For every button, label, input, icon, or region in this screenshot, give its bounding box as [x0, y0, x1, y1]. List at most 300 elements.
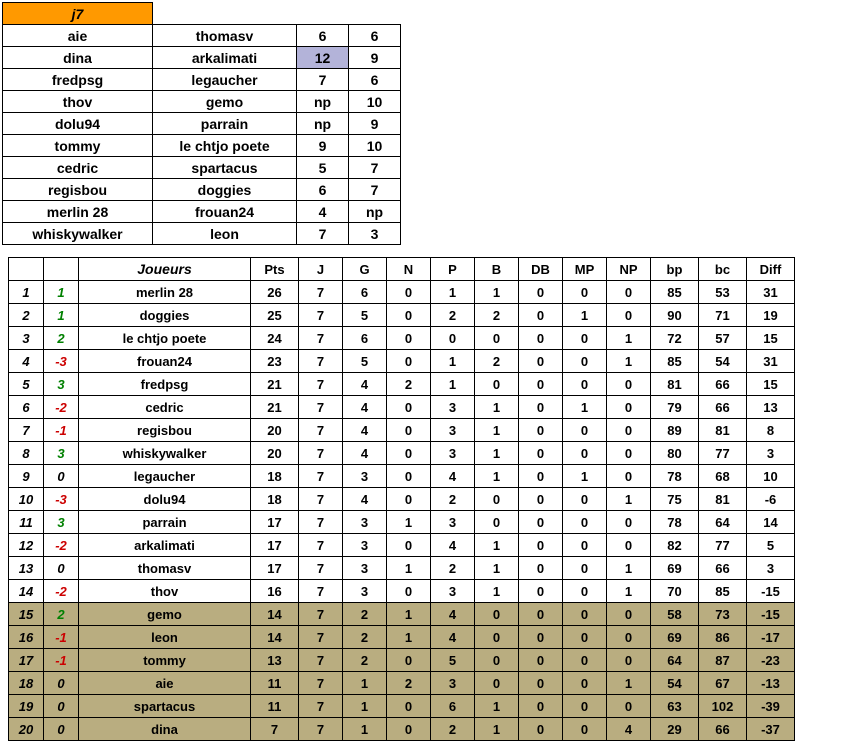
row-j: 7	[299, 465, 343, 488]
row-j: 7	[299, 511, 343, 534]
row-db: 0	[519, 626, 563, 649]
row-player-name: spartacus	[79, 695, 251, 718]
row-position: 13	[9, 557, 44, 580]
row-bp: 78	[651, 511, 699, 534]
row-pts: 20	[251, 442, 299, 465]
header-joueurs: Joueurs	[79, 258, 251, 281]
row-movement: 3	[44, 442, 79, 465]
row-diff: -15	[747, 580, 795, 603]
row-g: 3	[343, 580, 387, 603]
row-position: 8	[9, 442, 44, 465]
row-n: 1	[387, 557, 431, 580]
row-bc: 66	[699, 718, 747, 741]
row-np: 0	[607, 511, 651, 534]
row-np: 0	[607, 534, 651, 557]
row-g: 4	[343, 396, 387, 419]
row-diff: 31	[747, 281, 795, 304]
results-body	[3, 3, 401, 245]
row-position: 19	[9, 695, 44, 718]
row-g: 4	[343, 373, 387, 396]
row-bc: 81	[699, 488, 747, 511]
table-row	[9, 327, 795, 350]
match-away-score: 10	[349, 91, 401, 113]
row-movement: -3	[44, 488, 79, 511]
row-g: 1	[343, 718, 387, 741]
results-header-blank-2	[297, 3, 349, 25]
row-bp: 54	[651, 672, 699, 695]
match-away-player: leon	[153, 223, 297, 245]
row-bp: 89	[651, 419, 699, 442]
row-b: 0	[475, 511, 519, 534]
header-g: G	[343, 258, 387, 281]
row-mp: 1	[563, 465, 607, 488]
row-b: 0	[475, 626, 519, 649]
row-b: 1	[475, 396, 519, 419]
row-db: 0	[519, 718, 563, 741]
row-diff: 31	[747, 350, 795, 373]
row-j: 7	[299, 281, 343, 304]
row-movement: 0	[44, 465, 79, 488]
row-np: 1	[607, 557, 651, 580]
header-diff: Diff	[747, 258, 795, 281]
row-position: 17	[9, 649, 44, 672]
row-p: 3	[431, 419, 475, 442]
row-db: 0	[519, 304, 563, 327]
row-j: 7	[299, 557, 343, 580]
row-mp: 0	[563, 373, 607, 396]
row-j: 7	[299, 649, 343, 672]
row-diff: 8	[747, 419, 795, 442]
row-diff: 3	[747, 557, 795, 580]
row-np: 0	[607, 373, 651, 396]
table-row	[9, 557, 795, 580]
row-g: 6	[343, 281, 387, 304]
row-position: 5	[9, 373, 44, 396]
row-diff: 5	[747, 534, 795, 557]
row-db: 0	[519, 465, 563, 488]
match-row	[3, 179, 401, 201]
row-position: 16	[9, 626, 44, 649]
match-away-score: 10	[349, 135, 401, 157]
row-movement: 1	[44, 281, 79, 304]
row-j: 7	[299, 373, 343, 396]
row-mp: 0	[563, 281, 607, 304]
row-position: 10	[9, 488, 44, 511]
row-bp: 85	[651, 350, 699, 373]
row-p: 2	[431, 557, 475, 580]
row-b: 1	[475, 557, 519, 580]
row-player-name: merlin 28	[79, 281, 251, 304]
header-b: B	[475, 258, 519, 281]
row-j: 7	[299, 603, 343, 626]
row-diff: -37	[747, 718, 795, 741]
row-mp: 0	[563, 442, 607, 465]
row-g: 3	[343, 557, 387, 580]
row-player-name: parrain	[79, 511, 251, 534]
row-position: 12	[9, 534, 44, 557]
row-g: 5	[343, 304, 387, 327]
match-home-score: 7	[297, 69, 349, 91]
row-player-name: dina	[79, 718, 251, 741]
row-np: 0	[607, 419, 651, 442]
match-row	[3, 113, 401, 135]
row-g: 3	[343, 511, 387, 534]
match-away-player: le chtjo poete	[153, 135, 297, 157]
match-row	[3, 69, 401, 91]
row-mp: 0	[563, 672, 607, 695]
row-bp: 69	[651, 626, 699, 649]
header-bc: bc	[699, 258, 747, 281]
row-mp: 0	[563, 350, 607, 373]
row-db: 0	[519, 327, 563, 350]
row-pts: 14	[251, 603, 299, 626]
row-db: 0	[519, 557, 563, 580]
row-diff: -17	[747, 626, 795, 649]
row-bp: 70	[651, 580, 699, 603]
row-db: 0	[519, 603, 563, 626]
match-home-player: regisbou	[3, 179, 153, 201]
row-db: 0	[519, 511, 563, 534]
row-player-name: regisbou	[79, 419, 251, 442]
row-bc: 86	[699, 626, 747, 649]
row-p: 1	[431, 350, 475, 373]
results-table	[2, 2, 401, 245]
row-mp: 0	[563, 626, 607, 649]
row-movement: 0	[44, 557, 79, 580]
row-j: 7	[299, 626, 343, 649]
row-p: 1	[431, 281, 475, 304]
row-bc: 71	[699, 304, 747, 327]
match-row	[3, 157, 401, 179]
row-pts: 11	[251, 672, 299, 695]
row-bc: 53	[699, 281, 747, 304]
row-player-name: frouan24	[79, 350, 251, 373]
row-diff: 10	[747, 465, 795, 488]
row-g: 2	[343, 603, 387, 626]
row-position: 4	[9, 350, 44, 373]
row-player-name: tommy	[79, 649, 251, 672]
row-b: 1	[475, 281, 519, 304]
row-position: 14	[9, 580, 44, 603]
row-mp: 0	[563, 557, 607, 580]
results-header-blank-3	[349, 3, 401, 25]
header-movement	[44, 258, 79, 281]
row-j: 7	[299, 419, 343, 442]
row-j: 7	[299, 534, 343, 557]
row-diff: 15	[747, 373, 795, 396]
row-pts: 20	[251, 419, 299, 442]
row-pts: 16	[251, 580, 299, 603]
row-mp: 0	[563, 327, 607, 350]
row-np: 0	[607, 649, 651, 672]
row-n: 0	[387, 281, 431, 304]
match-row	[3, 223, 401, 245]
match-away-score: 7	[349, 179, 401, 201]
header-j: J	[299, 258, 343, 281]
header-n: N	[387, 258, 431, 281]
row-n: 0	[387, 718, 431, 741]
match-home-player: cedric	[3, 157, 153, 179]
match-away-score: 9	[349, 47, 401, 69]
row-n: 0	[387, 396, 431, 419]
row-p: 4	[431, 603, 475, 626]
row-b: 0	[475, 327, 519, 350]
page-root	[0, 2, 862, 741]
row-player-name: leon	[79, 626, 251, 649]
row-p: 5	[431, 649, 475, 672]
row-np: 0	[607, 465, 651, 488]
row-b: 0	[475, 672, 519, 695]
table-row	[9, 419, 795, 442]
match-away-player: arkalimati	[153, 47, 297, 69]
row-p: 3	[431, 442, 475, 465]
row-bc: 67	[699, 672, 747, 695]
jornada-label: j7	[3, 3, 153, 25]
row-n: 0	[387, 649, 431, 672]
table-row	[9, 580, 795, 603]
row-p: 4	[431, 534, 475, 557]
row-p: 3	[431, 672, 475, 695]
row-position: 3	[9, 327, 44, 350]
match-away-player: thomasv	[153, 25, 297, 47]
table-row	[9, 511, 795, 534]
row-pts: 23	[251, 350, 299, 373]
row-p: 6	[431, 695, 475, 718]
row-b: 1	[475, 534, 519, 557]
row-g: 4	[343, 419, 387, 442]
row-player-name: legaucher	[79, 465, 251, 488]
row-db: 0	[519, 534, 563, 557]
match-row	[3, 91, 401, 113]
row-player-name: le chtjo poete	[79, 327, 251, 350]
row-n: 0	[387, 488, 431, 511]
row-n: 0	[387, 534, 431, 557]
row-diff: -15	[747, 603, 795, 626]
row-p: 3	[431, 511, 475, 534]
match-away-player: doggies	[153, 179, 297, 201]
row-np: 0	[607, 695, 651, 718]
row-b: 0	[475, 603, 519, 626]
row-db: 0	[519, 672, 563, 695]
row-pts: 17	[251, 557, 299, 580]
row-pts: 18	[251, 465, 299, 488]
match-away-score: 6	[349, 25, 401, 47]
row-p: 2	[431, 304, 475, 327]
row-player-name: aie	[79, 672, 251, 695]
table-row	[9, 350, 795, 373]
row-position: 18	[9, 672, 44, 695]
row-np: 4	[607, 718, 651, 741]
row-n: 2	[387, 672, 431, 695]
row-p: 0	[431, 327, 475, 350]
row-pts: 13	[251, 649, 299, 672]
table-row	[9, 396, 795, 419]
row-n: 0	[387, 327, 431, 350]
row-bp: 82	[651, 534, 699, 557]
row-player-name: thov	[79, 580, 251, 603]
row-movement: 0	[44, 695, 79, 718]
row-g: 4	[343, 442, 387, 465]
row-pts: 11	[251, 695, 299, 718]
table-row	[9, 695, 795, 718]
row-b: 1	[475, 465, 519, 488]
row-movement: -2	[44, 534, 79, 557]
table-row	[9, 718, 795, 741]
row-movement: 0	[44, 718, 79, 741]
row-g: 1	[343, 695, 387, 718]
match-home-player: dina	[3, 47, 153, 69]
row-pts: 17	[251, 511, 299, 534]
header-mp: MP	[563, 258, 607, 281]
row-movement: -1	[44, 649, 79, 672]
row-movement: -2	[44, 396, 79, 419]
row-movement: 0	[44, 672, 79, 695]
row-mp: 0	[563, 580, 607, 603]
match-away-player: frouan24	[153, 201, 297, 223]
row-pts: 21	[251, 396, 299, 419]
table-row	[9, 373, 795, 396]
row-bp: 79	[651, 396, 699, 419]
match-away-player: spartacus	[153, 157, 297, 179]
results-header-blank-1	[153, 3, 297, 25]
row-mp: 0	[563, 695, 607, 718]
row-n: 1	[387, 626, 431, 649]
row-pts: 26	[251, 281, 299, 304]
row-position: 2	[9, 304, 44, 327]
row-db: 0	[519, 580, 563, 603]
row-bp: 63	[651, 695, 699, 718]
row-n: 0	[387, 695, 431, 718]
row-np: 0	[607, 626, 651, 649]
header-pts: Pts	[251, 258, 299, 281]
row-j: 7	[299, 327, 343, 350]
row-mp: 0	[563, 649, 607, 672]
match-away-score: 9	[349, 113, 401, 135]
row-db: 0	[519, 281, 563, 304]
table-row	[9, 649, 795, 672]
row-j: 7	[299, 580, 343, 603]
match-row	[3, 25, 401, 47]
row-n: 1	[387, 603, 431, 626]
row-position: 15	[9, 603, 44, 626]
match-home-score: 7	[297, 223, 349, 245]
match-away-score: 6	[349, 69, 401, 91]
row-g: 5	[343, 350, 387, 373]
table-row	[9, 626, 795, 649]
row-bc: 77	[699, 442, 747, 465]
row-b: 1	[475, 442, 519, 465]
row-bc: 85	[699, 580, 747, 603]
match-home-player: tommy	[3, 135, 153, 157]
row-j: 7	[299, 442, 343, 465]
row-b: 0	[475, 373, 519, 396]
row-mp: 0	[563, 603, 607, 626]
row-movement: 1	[44, 304, 79, 327]
row-bc: 102	[699, 695, 747, 718]
row-b: 1	[475, 695, 519, 718]
row-player-name: doggies	[79, 304, 251, 327]
row-g: 6	[343, 327, 387, 350]
row-player-name: fredpsg	[79, 373, 251, 396]
row-db: 0	[519, 649, 563, 672]
row-bp: 64	[651, 649, 699, 672]
row-b: 2	[475, 350, 519, 373]
row-j: 7	[299, 304, 343, 327]
row-bp: 78	[651, 465, 699, 488]
row-b: 1	[475, 419, 519, 442]
row-movement: -1	[44, 419, 79, 442]
row-movement: -2	[44, 580, 79, 603]
row-bc: 66	[699, 557, 747, 580]
table-row	[9, 672, 795, 695]
row-player-name: arkalimati	[79, 534, 251, 557]
table-row	[9, 603, 795, 626]
row-p: 4	[431, 626, 475, 649]
match-home-score: 12	[297, 47, 349, 69]
header-pos	[9, 258, 44, 281]
row-np: 0	[607, 442, 651, 465]
row-bc: 54	[699, 350, 747, 373]
row-g: 4	[343, 488, 387, 511]
row-movement: 2	[44, 603, 79, 626]
row-pts: 7	[251, 718, 299, 741]
header-np: NP	[607, 258, 651, 281]
row-mp: 0	[563, 511, 607, 534]
row-mp: 1	[563, 396, 607, 419]
table-row	[9, 488, 795, 511]
standings-table	[8, 257, 795, 741]
row-g: 3	[343, 465, 387, 488]
row-bc: 66	[699, 396, 747, 419]
row-pts: 17	[251, 534, 299, 557]
row-mp: 0	[563, 718, 607, 741]
row-bc: 64	[699, 511, 747, 534]
header-p: P	[431, 258, 475, 281]
row-bp: 58	[651, 603, 699, 626]
match-home-score: 6	[297, 25, 349, 47]
match-home-score: np	[297, 113, 349, 135]
row-n: 0	[387, 442, 431, 465]
row-bc: 68	[699, 465, 747, 488]
row-position: 7	[9, 419, 44, 442]
row-b: 1	[475, 580, 519, 603]
row-db: 0	[519, 350, 563, 373]
row-pts: 21	[251, 373, 299, 396]
row-diff: 19	[747, 304, 795, 327]
row-db: 0	[519, 488, 563, 511]
row-movement: 2	[44, 327, 79, 350]
table-row	[9, 281, 795, 304]
match-away-score: np	[349, 201, 401, 223]
row-player-name: thomasv	[79, 557, 251, 580]
row-mp: 0	[563, 488, 607, 511]
row-bc: 73	[699, 603, 747, 626]
row-n: 2	[387, 373, 431, 396]
row-diff: 13	[747, 396, 795, 419]
table-row	[9, 534, 795, 557]
match-home-player: thov	[3, 91, 153, 113]
row-position: 9	[9, 465, 44, 488]
row-np: 1	[607, 327, 651, 350]
row-bp: 81	[651, 373, 699, 396]
match-away-player: parrain	[153, 113, 297, 135]
row-diff: 14	[747, 511, 795, 534]
row-p: 2	[431, 488, 475, 511]
table-row	[9, 442, 795, 465]
row-bp: 69	[651, 557, 699, 580]
row-bp: 85	[651, 281, 699, 304]
row-db: 0	[519, 419, 563, 442]
